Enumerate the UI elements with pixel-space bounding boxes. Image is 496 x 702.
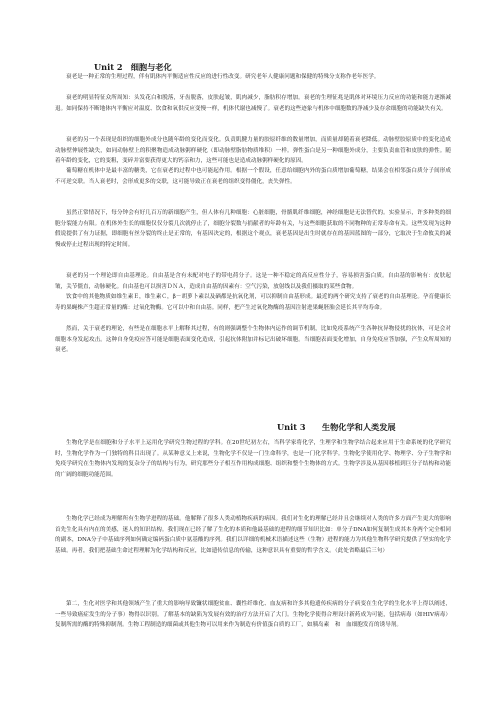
unit2-title: Unit 2 细胞与老化 xyxy=(94,62,172,72)
unit2-paragraph: 虽然正常情况下，每分钟会有好几百万的新细胞产生，但人体有几种细胞：心脏细胞，骨骼肌纤维细胞，神经细胞是无法替代的。实验显示，许多种类的细胞分裂能力有限。在机体外生长的细胞仅仅分裂几次就停止了，细胞分裂数与捐献者的年龄有关，与这些细胞获取的不同物种的正常寿命有关。这些发现为这种假说提供了有力证据，即细胞有丝分裂的终止是正常的，有基因决定的，根据这个观点，衰老基因是出生时就存在的基因蓝图的一部分，它取决于生命攸关的减慢或停止过程出现的特定时间。 xyxy=(55,210,451,248)
unit2-paragraph: 衰老的明显特征众所周知：头发花白和脱落，牙齿脱落，皮肤起皱，肌肉减少，脂肪积存增加。衰老的生理征兆是肌体对环境压力反应的功能和能力逐渐减退。如同保持不断地体内平衡应对温度、饮食和氧供反应变慢一样，机体代谢也减慢了。衰老的这些迹象与机体中细胞数的净减少及存余细胞的功能缺失有关。 xyxy=(55,95,451,112)
unit3-paragraph: 生物化学已经成为理解所有生物学进程的基础。他解释了很多人类动植物疾病的病因。我们对生化的理解已经并且会继续对人类的许多方面产生更大的影响首先生化具有内在的美感，迷人的知识结构。我们现在已经了解了生化的本质和他最基础的进程的细节知识比如：单分子DNA如何复制生成其本身两个完全相同的副本，DNA分子中基础序列如何确定编码蛋白质中氨基酸的序列。我们以详细的机械术语描述这些（生物）进程的能力为其他生物科学研究提供了坚实的化学基础。再者，我们把基础生命过程理解为化学结构和反应，比如遗传信息的传输，这种意识具有重要的哲学含义。（此处省略最后三句） xyxy=(55,516,451,554)
unit3-paragraph: 生物化学是在细胞和分子水平上运用化学研究生物过程的学科。在20世纪初左右，当科学家将化学，生理学和生物学结合起来应用于生命系统的化学研究时，生物化学作为一门独特的科目出现了。从某种意义上来说，生物化学不仅是一门生命科学，也是一门化学科学。生物化学使用化学、物理学、分子生物学和免疫学研究在生物体内发现的复杂分子的结构与行为，研究那些分子相互作用构成细胞、组织和整个生物体的方式。生物学涉及从基因移植到巨分子结构和功能的广阔的细胞功能范围。 xyxy=(55,440,451,478)
unit2-paragraph: 衰老是一种正常的生理过程，伴有肌体内平衡适应性反应的进行性改变。研究老年人健康问题和保健的特殊分支称作老年医学。 xyxy=(66,74,380,80)
unit2-paragraph: 饮食中的其他物质如维生素Ｅ，维生素Ｃ，β－胡萝卜素以及硒都是抗氧化剂，可以抑制自由基形成。最近的两个研究支持了衰老的自由基理论。孕育健康长寿的果蝇株产生超正常量的酶：过氧化物酶。它可以中和自由基。同样，把产生过氧化物酶的基因注射进果蝇胚胎会延长其平均寿命。 xyxy=(55,294,451,311)
unit3-title: Unit 3 生物化学和人类发展 xyxy=(277,422,396,432)
unit3-paragraph: 第二，生化对医学和其他领域产生了重大的影响导致镰状细胞贫血、囊性纤维化、血友病和许多其他遗传疾病的分子病变在生化学的生化水平上得以阐述，一些导致癌症发生的分子事）物得以识别。了解基本的缺陷为发展有效的治疗方法开启了大门。生物化学使得合理设计新药成为可能，包括病毒（如HIV病毒）复制所需的酶的特殊抑制剂。生物工程制造的细菌或其他生物可以用来作为制造有价值蛋白质的工厂，如胰岛素 和 血细胞发育的诱导剂。 xyxy=(55,601,451,629)
unit2-paragraph: 衰老的另一个表现是组织的细胞外成分也随年龄的变化而变化。负责肌腱力量的胶原纤维的数量增加，而质量却随着衰老降低。动脉壁胶原质中的变化造成动脉壁伸展性缺失，如同动脉壁上的积聚物造成动脉粥样硬化（即动脉壁脂肪物质堆积）一样。弹性蛋白是另一种细胞外成分，主要负责血管和皮肤的弹性。随着年龄的变化，它的变粗，变碎并富要获得更大的钙亲和力，这些可能也是造成动脉粥样硬化的原因。 xyxy=(55,137,451,165)
unit2-paragraph: 衰老的另一个理论即自由基理论。自由基是含有未配对电子的带电荷分子。这是一种不稳定的高反应性分子，容易损害蛋白质。自由基的影响有：皮肤起皱，关节僵直，动脉硬化。自由基也可以损害ＤＮＡ，造成自由基的因素有：空气污染，放射线以及我们摄取的某些食物。 xyxy=(55,273,451,290)
unit2-paragraph: 葡萄糖在机体中是最丰富的糖类，它在衰老的过程中也可能起作用。根据一个假设，任意给细胞内外的蛋白质增加葡萄糖，结果会在相邻蛋白质分子间形成不可逆交联。当人衰老时，会形成更多的交联，这可能导致正在衰老的组织变得僵化，丧失弹性。 xyxy=(55,168,451,185)
unit2-paragraph: 然而，关于衰老的理论，有些是在细胞水平上解释其过程，有的则强调整个生物体内运作的调节机制，比如免疫系统产生各种抗异物侵扰的抗体，可是会对细胞本身发起攻击。这种自身免疫应答可能是细胞表面变化造成，引起抗体附加并标记出破坏细胞。当细胞表面变化增加，自身免疫应答加强，产生众所周知的衰老。 xyxy=(55,326,451,354)
